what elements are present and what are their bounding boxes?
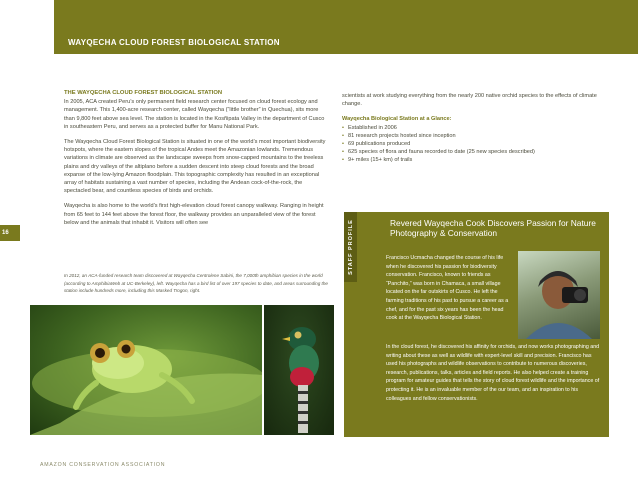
paragraph: Wayqecha is also home to the world’s first high-elevation cloud forest canopy walkway. Ranging in height from 65 feet to 144 feet above the forest floor, the walkway provides an unparalleled view of the forest below and the animals that inhabit it. Visitors will often see — [64, 203, 324, 226]
staff-profile-label: STAFF PROFILE — [347, 219, 354, 275]
photo-caption: In 2012, an ACA-funded research team discovered at Wayqecha Centrolene Sabini, the 7,000th amphibian species in the world (according to AmphibiaWeb at UC-Berkeley), left. Wayqecha has a bird list of over 197 species to date, and areas surrounding the station include hundreds more, including this Masked Trogon, right. — [64, 273, 328, 294]
page-number: 16 — [0, 225, 20, 241]
masked-trogon-photo — [264, 305, 334, 435]
list-item: • 625 species of flora and fauna recorded to date (25 new species described) — [342, 148, 607, 156]
page-header-title: WAYQECHA CLOUD FOREST BIOLOGICAL STATION — [68, 38, 280, 47]
footer-text: AMAZON CONSERVATION ASSOCIATION — [40, 462, 166, 468]
glance-title: Wayqecha Biological Station at a Glance: — [342, 116, 452, 123]
paragraph: In 2005, ACA created Peru’s only permanent field research center focused on cloud forest ecology and management. This 1,400-acre research center, called Wayqecha (“little brother” in Quechua), sits more than 9,800 feet above sea level. The station is located in the Kosñipata Valley in the department of Cusco in southeastern Peru, and serves as a protected buffer for Manu National Park. — [64, 99, 325, 130]
glass-frog-photo — [30, 305, 262, 435]
staff-profile-heading: Revered Wayqecha Cook Discovers Passion for Nature Photography & Conservation — [390, 218, 596, 239]
glance-list — [342, 124, 607, 165]
staff-profile-paragraph: Francisco Ucmacha changed the course of his life when he discovered his passion for biodiversity conservation. Francisco, known to friends as “Panchito,” was born in Chamaca, a small village located on the far outskirts of Cusco. He left the farming traditions of his past to pursue a career as a chef, and for the past six years has been the head cook at the Wayqecha Biological Station. — [386, 255, 509, 322]
section-title: THE WAYQECHA CLOUD FOREST BIOLOGICAL STATION — [64, 90, 223, 96]
list-item: • Established in 2006 — [342, 124, 607, 132]
staff-profile-paragraph: In the cloud forest, he discovered his affinity for orchids, and now works photographing and writing about these as well as wildlife with expert-level skill and precision. Francisco has used his photographs and wildlife observations to contribute to numerous discoveries, research, publications, talks, articles and field reports. He also helped create a training program for amateur guides that tells the story of cloud forest wildlife and the importance of protecting it. He is an invaluable member of the our team, and an inspiration to his colleagues and fellow conservationists. — [386, 344, 600, 402]
list-item: • 9+ miles (15+ km) of trails — [342, 156, 607, 164]
right-column — [342, 92, 607, 165]
photographer-photo — [518, 251, 600, 339]
list-item: • 69 publications produced — [342, 140, 607, 148]
continued-paragraph: scientists at work studying everything from the nearly 200 native orchid species to the effects of climate change. — [342, 93, 597, 108]
paragraph: The Wayqecha Cloud Forest Biological Station is situated in one of the world’s most important biodiversity hotspots, where the eastern slopes of the tropical Andes meet the Amazonian lowlands. Tremendous variations in climate are observed as the landscape sweeps from snow-capped mountains to the treeless plains and dry valleys of the altiplano before a sudden descent into steep cloud forests and the broad expanse of the low-lying Amazon floodplain. This topographic complexity has resulted in an exceptional array of habitats sustaining a vast number of species, including the Andean cock-of-the-rock, the spectacled bear, and countless species of birds and orchids. — [64, 139, 326, 195]
list-item: • 81 research projects hosted since inception — [342, 132, 607, 140]
left-column — [64, 89, 326, 234]
staff-profile-tab — [344, 212, 357, 282]
